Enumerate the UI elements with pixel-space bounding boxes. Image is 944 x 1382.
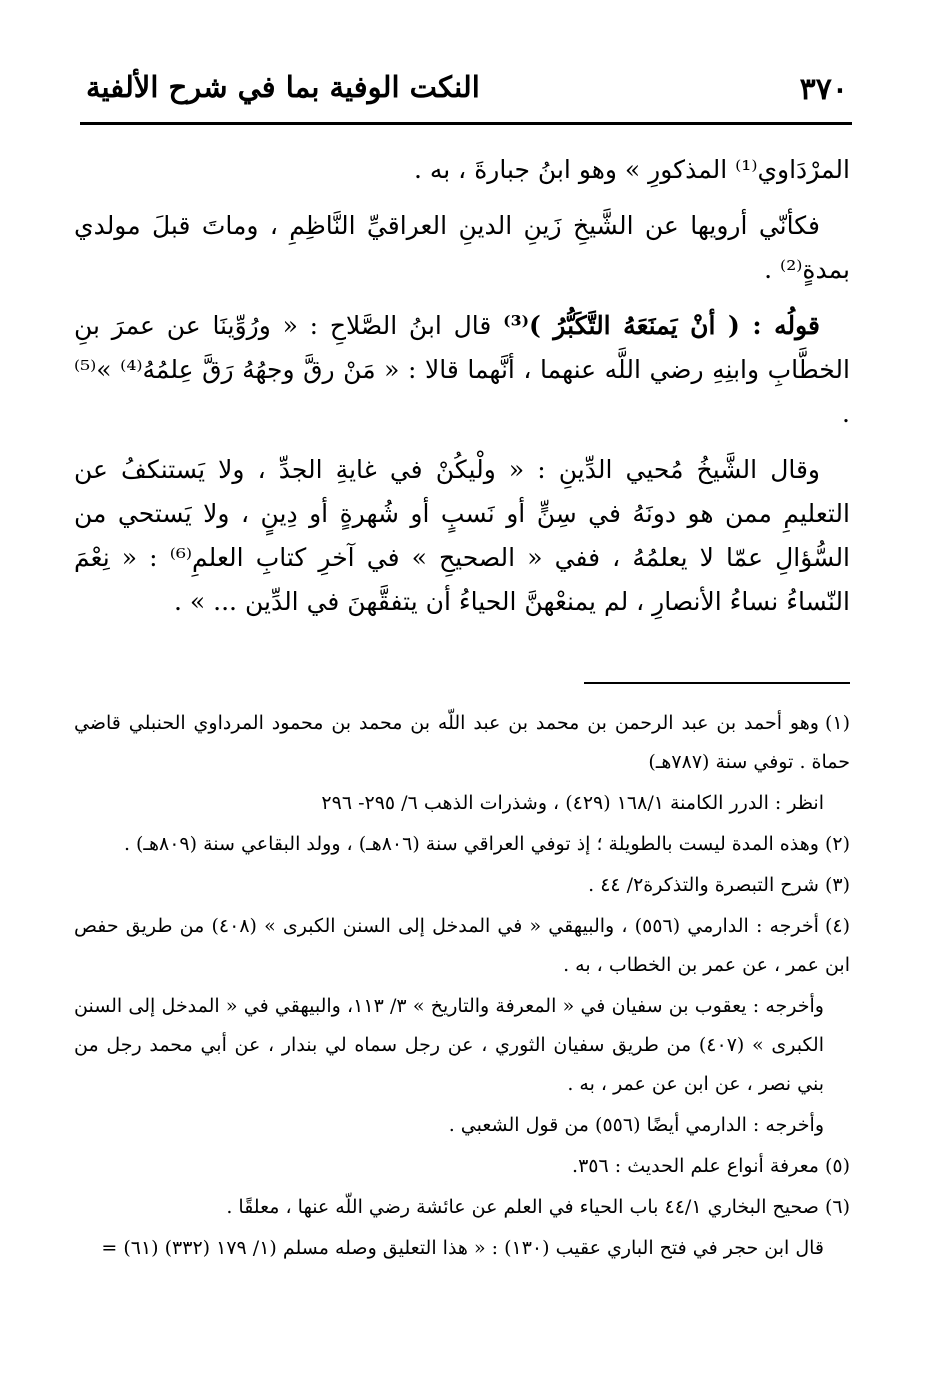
footnote-text: انظر : الدرر الكامنة ١٦٨/١ (٤٢٩) ، وشذرات الذهب ٦/ ٢٩٥- ٢٩٦ bbox=[321, 792, 824, 814]
header-rule bbox=[80, 122, 852, 125]
paragraph-2: فكأنّي أرويها عن الشَّيخِ زَينِ الدينِ العراقيِّ النَّاظِمِ ، وماتَ قبلَ مولدي بمدةٍ⁽²⁾ . bbox=[74, 211, 850, 284]
paragraph-4: وقال الشَّيخُ مُحيي الدِّينِ : « ولْيكُنْ في غايةِ الجدِّ ، ولا يَستنكفُ عن التعليمِ ممن هو دونَهُ في سِنٍّ أو نَسبٍ أو شُهرةٍ أو دِينٍ ، ولا يَستحي من السُّؤالِ عمّا لا يعلمُهُ ، ففي « الصحيحِ » في آخرِ كتابِ العلمِ⁽⁶⁾ : « نِعْمَ النّساءُ نساءُ الأنصارِ ، لم يمنعْهنَّ الحياءُ أن يتفقَّهنَ في الدِّين ... » . bbox=[74, 455, 851, 616]
footnote bbox=[74, 704, 850, 782]
main-text bbox=[74, 148, 850, 636]
footnote-text: وأخرجه : يعقوب بن سفيان في « المعرفة والتاريخ » ٣/ ١١٣، والبيهقي في « المدخل إلى السنن الكبرى » (٤٠٧) من طريق سفيان الثوري ، عن رجل سماه لي بندار ، عن أبي محمد رجل من بني نصر ، عن ابن عن عمر ، به . bbox=[74, 995, 825, 1095]
footnote-number: (١) bbox=[824, 712, 850, 734]
footnote bbox=[74, 987, 850, 1104]
footnote-text: شرح التبصرة والتذكرة٢/ ٤٤ . bbox=[588, 874, 819, 896]
footnotes bbox=[74, 704, 850, 1270]
paragraph-3 bbox=[74, 304, 850, 436]
footnote-text: قال ابن حجر في فتح الباري عقيب (١٣٠) : « هذا التعليق وصله مسلم (١/ ١٧٩ (٣٣٢) (٦١) = bbox=[101, 1237, 824, 1259]
footnote bbox=[74, 866, 850, 905]
footnote bbox=[74, 1188, 850, 1227]
footnote-text: صحيح البخاري ٤٤/١ باب الحياء في العلم عن عائشة رضي اللّه عنها ، معلقًا . bbox=[226, 1196, 819, 1218]
footnote-text: وهذه المدة ليست بالطويلة ؛ إذ توفي العراقي سنة (٨٠٦هـ) ، وولد البقاعي سنة (٨٠٩هـ) . bbox=[123, 833, 819, 855]
footnote bbox=[74, 1106, 850, 1145]
footnote bbox=[74, 784, 850, 823]
footnote-number: (٤) bbox=[824, 915, 850, 937]
footnote-text: أخرجه : الدارمي (٥٥٦) ، والبيهقي « في المدخل إلى السنن الكبرى » (٤٠٨) من طريق حفص ابن عمر ، عن عمر بن الخطاب ، به . bbox=[74, 915, 850, 976]
footnote bbox=[74, 1229, 850, 1268]
footnote bbox=[74, 907, 850, 985]
page-header bbox=[86, 58, 848, 118]
footnote-rule bbox=[584, 682, 850, 684]
quoted-phrase: قولُه : ( أنْ يَمنَعَهُ التَّكَبُّرُ )⁽³⁾ bbox=[503, 311, 820, 340]
footnote-text: وهو أحمد بن عبد الرحمن بن محمد بن عبد اللّه بن محمد بن محمود المرداوي الحنبلي قاضي حماة . توفي سنة (٧٨٧هـ) bbox=[74, 712, 850, 773]
footnote bbox=[74, 1147, 850, 1186]
paragraph-1: المرْدَاوي⁽¹⁾ المذكورِ » وهو ابنُ جبارةَ ، به . bbox=[413, 155, 850, 184]
footnote-number: (٦) bbox=[824, 1196, 850, 1218]
footnote-number: (٣) bbox=[824, 874, 850, 896]
running-title: النكت الوفية بما في شرح الألفية bbox=[86, 70, 480, 104]
page-number: ٣٧٠ bbox=[799, 72, 848, 107]
footnote-text: وأخرجه : الدارمي أيضًا (٥٥٦) من قول الشعبي . bbox=[448, 1114, 824, 1136]
footnote bbox=[74, 825, 850, 864]
footnote-number: (٢) bbox=[824, 833, 850, 855]
paragraph-3-text: قال ابنُ الصَّلاحِ : « ورُوِّينَا عن عمرَ بنِ الخطَّابِ وابنِهِ رضي اللَّه عنهما ، أنَّهما قالا : « مَنْ رقَّ وجهُهُ رَقَّ عِلمُهُ⁽⁴⁾ »⁽⁵⁾ . bbox=[74, 311, 850, 428]
footnote-number: (٥) bbox=[824, 1155, 850, 1177]
footnote-text: معرفة أنواع علم الحديث : ٣٥٦. bbox=[572, 1155, 819, 1177]
